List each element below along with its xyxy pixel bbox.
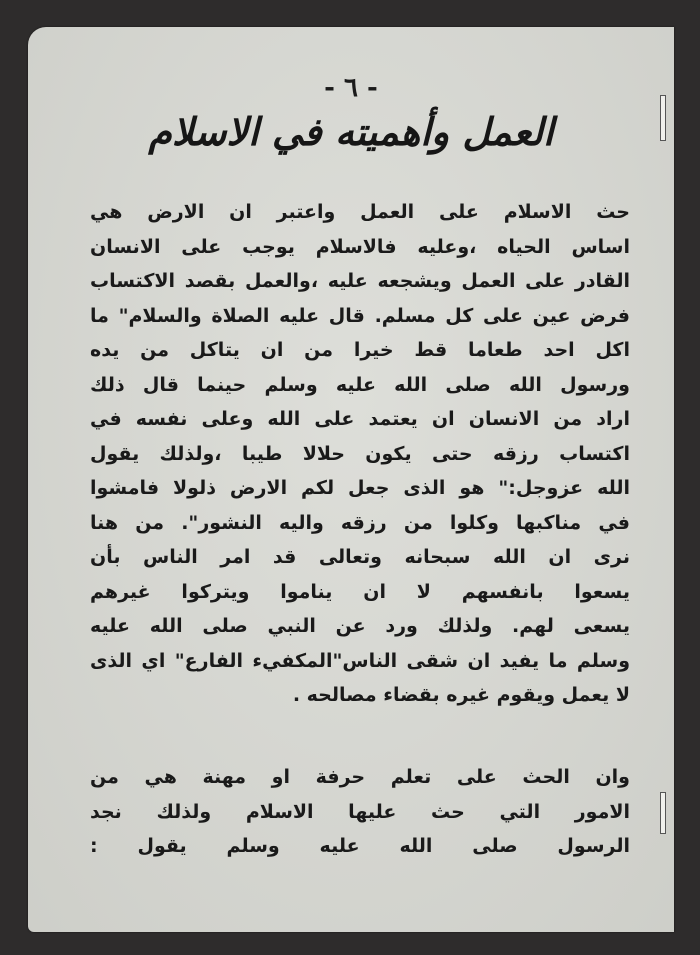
page-number: - ٦ - bbox=[324, 73, 378, 103]
text-line: الرسول صلى الله عليه وسلم يقول : bbox=[90, 835, 630, 857]
text-line: وان الحث على تعلم حرفة او مهنة هي من bbox=[90, 766, 630, 788]
text-line: نرى ان الله سبحانه وتعالى قد امر الناس بأن bbox=[90, 546, 630, 568]
text-line: فرض عين على كل مسلم. قال عليه الصلاة والسلام" ما bbox=[90, 304, 630, 327]
text-line: ورسول الله صلى الله عليه وسلم حينما قال ذلك bbox=[90, 373, 630, 396]
page-title: العمل وأهميته في الاسلام bbox=[148, 109, 554, 154]
binding-clip-bottom bbox=[660, 792, 666, 834]
text-line: لا يعمل ويقوم غيره بقضاء مصالحه . bbox=[292, 684, 630, 706]
paragraph-2 bbox=[90, 760, 630, 864]
text-line: اساس الحياه ،وعليه فالاسلام يوجب على الانسان bbox=[90, 235, 630, 258]
paragraph-1 bbox=[90, 195, 630, 713]
text-line: يسعى لهم. ولذلك ورد عن النبي صلى الله عليه bbox=[90, 615, 630, 637]
text-line: اكتساب رزقه حتى يكون حلالا طيبا ،ولذلك يقول bbox=[90, 442, 630, 465]
text-line: في مناكبها وكلوا من رزقه واليه النشور". من هنا bbox=[90, 511, 630, 534]
text-line: اراد من الانسان ان يعتمد على الله وعلى نفسه في bbox=[90, 408, 630, 430]
text-line: اكل احد طعاما قط خيرا من ان يتاكل من يده bbox=[90, 339, 630, 361]
text-line: الله عزوجل:" هو الذى جعل لكم الارض ذلولا فامشوا bbox=[90, 477, 630, 499]
text-line: القادر على العمل ويشجعه عليه ،والعمل بقصد الاكتساب bbox=[90, 270, 630, 292]
text-line: حث الاسلام على العمل واعتبر ان الارض هي bbox=[90, 201, 630, 223]
text-line: وسلم ما يفيد ان شقى الناس"المكفيء الفارع" اي الذى bbox=[90, 649, 630, 672]
text-line: الامور التي حث عليها الاسلام ولذلك نجد bbox=[90, 800, 630, 823]
text-line: يسعوا بانفسهم لا ان يناموا ويتركوا غيرهم bbox=[90, 580, 630, 603]
document-page bbox=[28, 27, 674, 932]
